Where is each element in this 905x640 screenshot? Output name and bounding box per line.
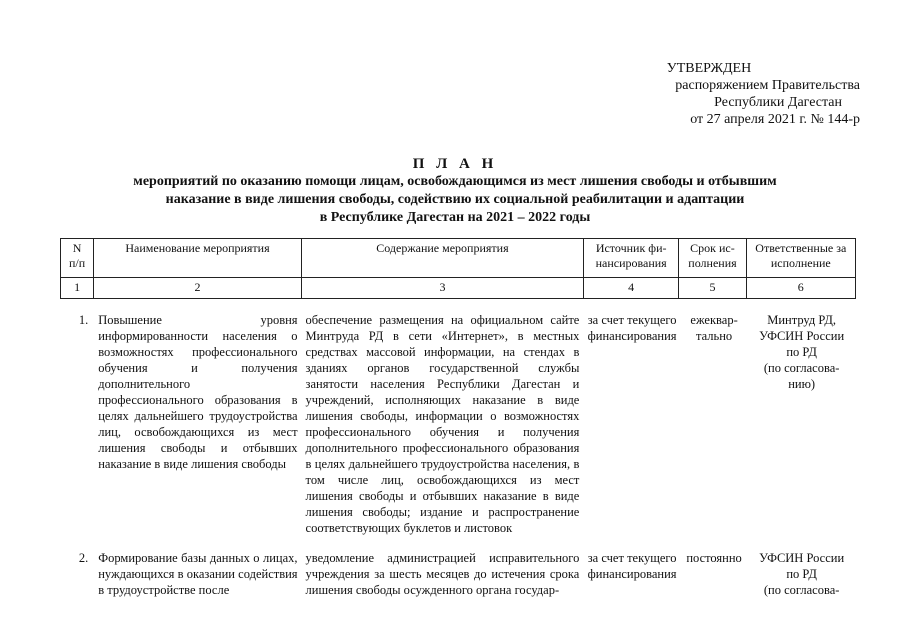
col-number-3: 3 [301,278,583,299]
header-term-line-1: Срок ис- [690,241,735,255]
header-num-line-2: п/п [68,256,86,270]
col-number-1: 1 [61,278,94,299]
row-2-source: за счет текущего финансирования [587,551,677,581]
title-plan: П Л А Н [412,156,498,172]
header-content: Содержание мероприятия [301,239,583,278]
header-responsible [746,239,855,278]
row-1-name: Повышение уровня информированности населения о возможностях профессионального обучения и получения дополнительного профессионального образования в целях дальнейшего трудоустройства лиц, освобождающихся из мест лишения свободы и отбывших наказание в виде лишения свободы [98,313,298,471]
approval-line-2: Республики Дагестан [714,95,842,110]
table-header [60,238,856,299]
header-source-line-2: нансирования [595,256,667,270]
header-responsible-line-1: Ответственные за [755,241,847,255]
row-2-content: уведомление администрацией исправительного учреждения за шесть месяцев до истечения срока лишения свободы осужденного органа государ- [305,551,580,597]
header-source-line-1: Источник фи- [595,241,667,255]
row-1-num: 1. [78,313,89,327]
title-line-3: в Республике Дагестан на 2021 – 2022 годы [319,210,591,225]
table-row [60,550,856,598]
row-1-resp-line-1: Минтруд РД, [767,313,837,327]
table-row [60,312,856,536]
row-2-resp-line-1: УФСИН России [759,551,845,565]
header-responsible-line-2: исполнение [770,256,831,270]
row-2-term: постоянно [686,551,742,565]
col-number-2: 2 [94,278,302,299]
col-number-6: 6 [746,278,855,299]
row-1-resp-line-3: по РД [786,345,817,359]
title-line-1: мероприятий по оказанию помощи лицам, освобождающимся из мест лишения свободы и отбывшим [133,174,777,189]
row-2-name: Формирование базы данных о лицах, нуждающихся в оказании содействия в трудоустройстве после [98,551,298,597]
column-number-row [61,278,856,299]
row-1-responsible [747,312,856,536]
row-1-term-line-1: ежеквар- [690,313,738,327]
approval-line-1: распоряжением Правительства [675,78,860,93]
approval-line-3: от 27 апреля 2021 г. № 144-р [690,112,860,127]
header-num-line-1: N [72,241,82,255]
approval-block [600,60,860,128]
header-name: Наименование мероприятия [94,239,302,278]
row-1-resp-line-4: (по согласова- [763,361,840,375]
header-num [61,239,94,278]
row-2-responsible [747,550,856,598]
row-2-num: 2. [78,551,89,565]
col-number-5: 5 [679,278,746,299]
row-1-term-line-2: тально [695,329,733,343]
row-1-term [681,312,747,536]
table-body [60,312,856,598]
approval-head: УТВЕРЖДЕН [666,61,752,76]
header-term [679,239,746,278]
title-line-2: наказание в виде лишения свободы, содействию их социальной реабилитации и адаптации [165,192,745,207]
row-1-resp-line-5: нию) [788,377,816,391]
row-1-source: за счет текущего финансирования [587,313,677,343]
col-number-4: 4 [583,278,678,299]
row-1-resp-line-2: УФСИН России [759,329,845,343]
row-1-content: обеспечение размещения на официальном сайте Минтруда РД в сети «Интернет», в местных средствах массовой информации, на стендах в зданиях органов государственной службы занятости населения Республики Дагестан и учреждений, исполняющих наказание в виде лишения свободы, информации о возможностях профессионального обучения и получения дополнительного профессионального образования в целях дальнейшего трудоустройства населения, в том числе лиц, освобождающихся из мест лишения свободы и отбывших наказание в виде лишения свободы; издание и распространение соответствующих буклетов и листовок [305,313,580,535]
header-term-line-2: полнения [688,256,737,270]
row-2-resp-line-2: по РД [786,567,817,581]
row-2-resp-line-3: (по согласова- [763,583,840,597]
document-title [90,155,820,227]
header-source [583,239,678,278]
